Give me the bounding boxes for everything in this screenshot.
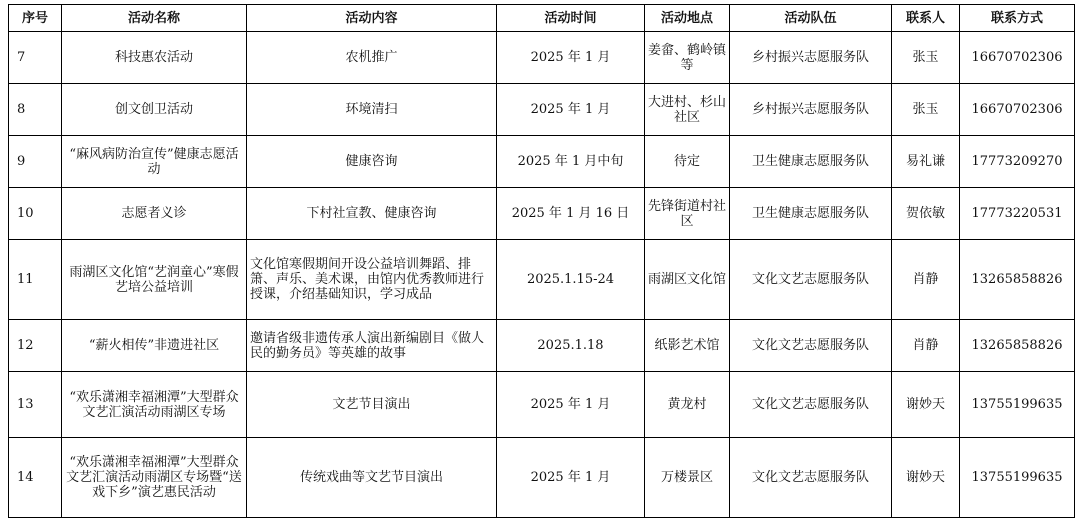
cell-activity-content: 传统戏曲等文艺节目演出 — [247, 438, 497, 518]
cell-index: 13 — [9, 372, 62, 438]
cell-contact-person: 肖静 — [892, 320, 960, 372]
cell-activity-name: “欢乐潇湘幸福湘潭”大型群众文艺汇演活动雨湖区专场暨“送戏下乡”演艺惠民活动 — [62, 438, 247, 518]
cell-index: 7 — [9, 32, 62, 84]
cell-activity-name: 雨湖区文化馆“艺润童心”寒假艺培公益培训 — [62, 240, 247, 320]
header-contact-person: 联系人 — [892, 5, 960, 32]
cell-contact-phone: 17773220531 — [960, 188, 1075, 240]
cell-activity-name: 科技惠农活动 — [62, 32, 247, 84]
cell-activity-team: 乡村振兴志愿服务队 — [730, 84, 892, 136]
cell-activity-time: 2025 年 1 月中旬 — [497, 136, 645, 188]
header-contact-phone: 联系方式 — [960, 5, 1075, 32]
cell-index: 9 — [9, 136, 62, 188]
table-row — [9, 84, 1075, 136]
cell-activity-location: 待定 — [645, 136, 730, 188]
cell-index: 14 — [9, 438, 62, 518]
cell-contact-person: 张玉 — [892, 32, 960, 84]
cell-activity-team: 乡村振兴志愿服务队 — [730, 32, 892, 84]
header-activity-name: 活动名称 — [62, 5, 247, 32]
cell-index: 12 — [9, 320, 62, 372]
table-row — [9, 372, 1075, 438]
cell-activity-name: 志愿者义诊 — [62, 188, 247, 240]
cell-contact-phone: 13755199635 — [960, 372, 1075, 438]
cell-activity-team: 卫生健康志愿服务队 — [730, 136, 892, 188]
cell-activity-time: 2025 年 1 月 — [497, 32, 645, 84]
cell-activity-name: “麻风病防治宣传”健康志愿活动 — [62, 136, 247, 188]
cell-index: 10 — [9, 188, 62, 240]
cell-contact-person: 易礼谦 — [892, 136, 960, 188]
cell-activity-content: 邀请省级非遗传承人演出新编剧目《做人民的勤务员》等英雄的故事 — [247, 320, 497, 372]
cell-activity-content: 下村社宣教、健康咨询 — [247, 188, 497, 240]
cell-activity-time: 2025 年 1 月 — [497, 372, 645, 438]
table-row — [9, 240, 1075, 320]
cell-activity-content: 文艺节目演出 — [247, 372, 497, 438]
cell-activity-name: “欢乐潇湘幸福湘潭”大型群众文艺汇演活动雨湖区专场 — [62, 372, 247, 438]
cell-activity-content: 农机推广 — [247, 32, 497, 84]
cell-index: 11 — [9, 240, 62, 320]
cell-activity-team: 文化文艺志愿服务队 — [730, 240, 892, 320]
header-activity-location: 活动地点 — [645, 5, 730, 32]
cell-activity-location: 万楼景区 — [645, 438, 730, 518]
cell-activity-team: 文化文艺志愿服务队 — [730, 438, 892, 518]
cell-activity-content: 文化馆寒假期间开设公益培训舞蹈、排箫、声乐、美术课，由馆内优秀教师进行授课，介绍基础知识，学习成品 — [247, 240, 497, 320]
header-activity-content: 活动内容 — [247, 5, 497, 32]
cell-activity-content: 环境清扫 — [247, 84, 497, 136]
cell-activity-location: 先锋街道村社区 — [645, 188, 730, 240]
table-row — [9, 438, 1075, 518]
cell-activity-location: 姜畲、鹤岭镇等 — [645, 32, 730, 84]
activity-schedule-table — [8, 4, 1075, 518]
cell-contact-phone: 16670702306 — [960, 32, 1075, 84]
cell-activity-team: 文化文艺志愿服务队 — [730, 320, 892, 372]
cell-activity-location: 大进村、杉山社区 — [645, 84, 730, 136]
cell-activity-content: 健康咨询 — [247, 136, 497, 188]
cell-contact-phone: 17773209270 — [960, 136, 1075, 188]
table-row — [9, 136, 1075, 188]
cell-activity-team: 卫生健康志愿服务队 — [730, 188, 892, 240]
cell-activity-time: 2025 年 1 月 16 日 — [497, 188, 645, 240]
cell-activity-name: “薪火相传”非遗进社区 — [62, 320, 247, 372]
cell-contact-phone: 13265858826 — [960, 240, 1075, 320]
header-activity-time: 活动时间 — [497, 5, 645, 32]
cell-contact-person: 肖静 — [892, 240, 960, 320]
cell-contact-person: 贺依敏 — [892, 188, 960, 240]
cell-activity-location: 黄龙村 — [645, 372, 730, 438]
table-header-row — [9, 5, 1075, 32]
cell-contact-phone: 13265858826 — [960, 320, 1075, 372]
cell-contact-phone: 16670702306 — [960, 84, 1075, 136]
table-row — [9, 320, 1075, 372]
header-index: 序号 — [9, 5, 62, 32]
cell-activity-time: 2025.1.18 — [497, 320, 645, 372]
cell-activity-location: 纸影艺术馆 — [645, 320, 730, 372]
cell-index: 8 — [9, 84, 62, 136]
cell-activity-name: 创文创卫活动 — [62, 84, 247, 136]
cell-contact-person: 谢妙天 — [892, 372, 960, 438]
cell-activity-time: 2025 年 1 月 — [497, 84, 645, 136]
table-row — [9, 32, 1075, 84]
cell-activity-time: 2025.1.15-24 — [497, 240, 645, 320]
cell-activity-location: 雨湖区文化馆 — [645, 240, 730, 320]
cell-activity-team: 文化文艺志愿服务队 — [730, 372, 892, 438]
cell-activity-time: 2025 年 1 月 — [497, 438, 645, 518]
cell-contact-person: 张玉 — [892, 84, 960, 136]
header-activity-team: 活动队伍 — [730, 5, 892, 32]
cell-contact-person: 谢妙天 — [892, 438, 960, 518]
cell-contact-phone: 13755199635 — [960, 438, 1075, 518]
table-row — [9, 188, 1075, 240]
